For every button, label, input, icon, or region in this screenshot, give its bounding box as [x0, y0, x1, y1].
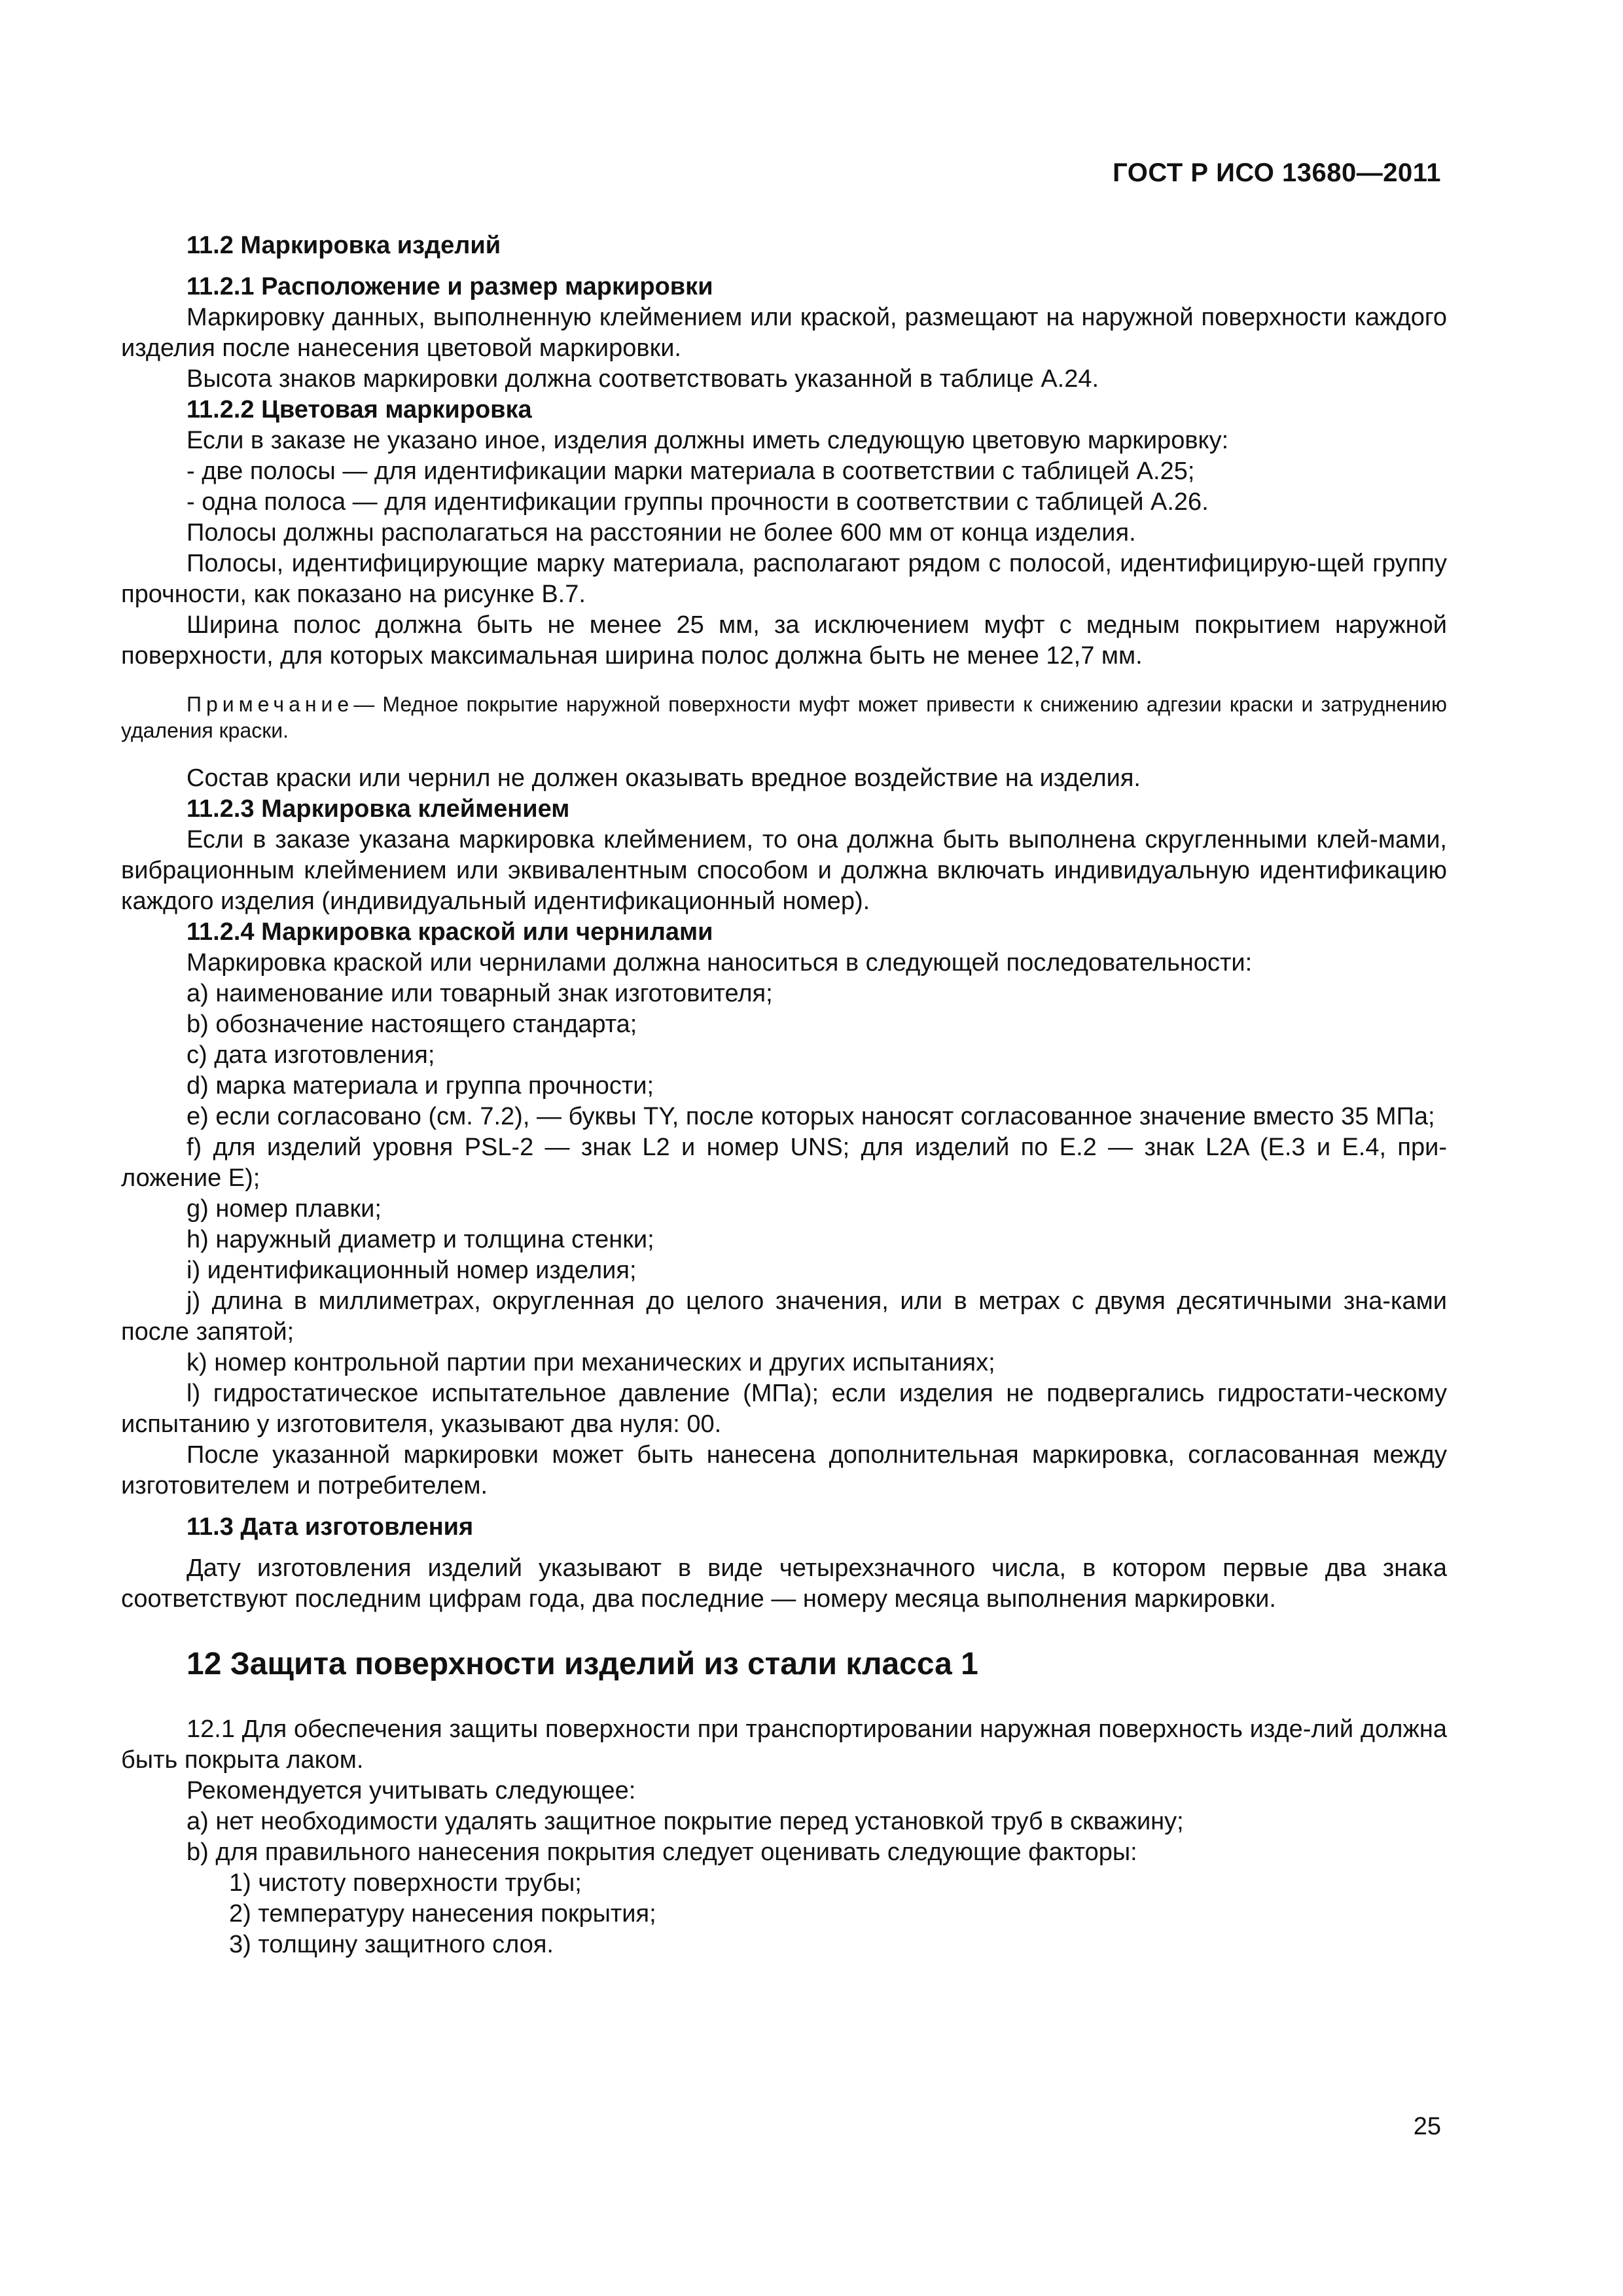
paragraph: Ширина полос должна быть не менее 25 мм, за исключением муфт с медным покрытием наружной поверхности, для которых максимальная ширина полос должна быть не менее 12,7 мм. [121, 611, 1447, 670]
list-item: - две полосы — для идентификации марки материала в соответствии с таблицей А.25; [187, 457, 1195, 485]
subsection-heading-11-2-1: 11.2.1 Расположение и размер маркировки [187, 273, 713, 300]
note-text: — Медное покрытие наружной поверхности муфт может привести к снижению адгезии краски и затруднению удаления краски. [121, 692, 1447, 742]
paragraph: Если в заказе указана маркировка клеймением, то она должна быть выполнена скругленными клей-мами, вибрационным клеймением или эквивалентным способом и должна включать индивидуальную идентификацию каждого изделия (индивидуальный идентификационный номер). [121, 826, 1447, 915]
list-item: h) наружный диаметр и толщина стенки; [187, 1226, 654, 1253]
note [121, 691, 1447, 744]
paragraph: После указанной маркировки может быть нанесена дополнительная маркировка, согласованная между изготовителем и потребителем. [121, 1441, 1447, 1499]
document-header: ГОСТ Р ИСО 13680—2011 [1113, 158, 1441, 187]
paragraph: Дату изготовления изделий указывают в виде четырехзначного числа, в котором первые два знака соответствуют последним цифрам года, два последние — номеру месяца выполнения маркировки. [121, 1554, 1447, 1613]
paragraph: Полосы должны располагаться на расстоянии не более 600 мм от конца изделия. [187, 519, 1136, 547]
list-item: l) гидростатическое испытательное давление (МПа); если изделия не подвергались гидростати-ческому испытанию у изготовителя, указывают два нуля: 00. [121, 1380, 1447, 1438]
list-item: c) дата изготовления; [187, 1041, 435, 1069]
note-label: Примечание [187, 692, 354, 716]
subsection-heading-11-2-3: 11.2.3 Маркировка клеймением [187, 795, 570, 823]
subsection-heading-11-2-2: 11.2.2 Цветовая маркировка [187, 396, 532, 423]
paragraph: Маркировку данных, выполненную клеймением или краской, размещают на наружной поверхности каждого изделия после нанесения цветовой маркировки. [121, 304, 1447, 362]
list-item: b) для правильного нанесения покрытия следует оценивать следующие факторы: [187, 1839, 1137, 1866]
paragraph: 12.1 Для обеспечения защиты поверхности при транспортировании наружная поверхность изде-лий должна быть покрыта лаком. [121, 1715, 1447, 1774]
list-item: a) нет необходимости удалять защитное покрытие перед установкой труб в скважину; [187, 1808, 1184, 1835]
list-item: e) если согласовано (см. 7.2), — буквы TY, после которых наносят согласованное значение вместо 35 МПа; [187, 1103, 1435, 1130]
section-heading-12: 12 Защита поверхности изделий из стали класса 1 [187, 1647, 978, 1681]
list-item: 3) толщину защитного слоя. [229, 1931, 554, 1958]
page-number: 25 [1413, 2113, 1441, 2140]
paragraph: Рекомендуется учитывать следующее: [187, 1777, 636, 1804]
list-item: g) номер плавки; [187, 1195, 382, 1223]
list-item: d) марка материала и группа прочности; [187, 1072, 654, 1100]
paragraph: Состав краски или чернил не должен оказывать вредное воздействие на изделия. [187, 764, 1141, 792]
paragraph: Если в заказе не указано иное, изделия должны иметь следующую цветовую маркировку: [187, 427, 1229, 454]
paragraph: Маркировка краской или чернилами должна наноситься в следующей последовательности: [187, 949, 1253, 977]
section-heading-11-2: 11.2 Маркировка изделий [187, 232, 501, 259]
section-heading-11-3: 11.3 Дата изготовления [187, 1513, 474, 1541]
list-item: i) идентификационный номер изделия; [187, 1257, 637, 1284]
list-item: 2) температуру нанесения покрытия; [229, 1900, 656, 1928]
list-item: j) длина в миллиметрах, округленная до целого значения, или в метрах с двумя десятичными зна-ками после запятой; [121, 1287, 1447, 1346]
list-item: 1) чистоту поверхности трубы; [229, 1869, 582, 1897]
list-item: k) номер контрольной партии при механических и других испытаниях; [187, 1349, 995, 1376]
paragraph: Полосы, идентифицирующие марку материала, располагают рядом с полосой, идентифицирую-щей группу прочности, как показано на рисунке В.7. [121, 550, 1447, 608]
list-item: f) для изделий уровня PSL-2 — знак L2 и номер UNS; для изделий по Е.2 — знак L2A (Е.3 и Е.4, при-ложение Е); [121, 1134, 1447, 1192]
document-body [121, 230, 1447, 1960]
subsection-heading-11-2-4: 11.2.4 Маркировка краской или чернилами [187, 918, 713, 946]
paragraph: Высота знаков маркировки должна соответствовать указанной в таблице А.24. [187, 365, 1099, 393]
list-item: a) наименование или товарный знак изготовителя; [187, 980, 773, 1007]
list-item: - одна полоса — для идентификации группы прочности в соответствии с таблицей А.26. [187, 488, 1209, 516]
list-item: b) обозначение настоящего стандарта; [187, 1011, 637, 1038]
